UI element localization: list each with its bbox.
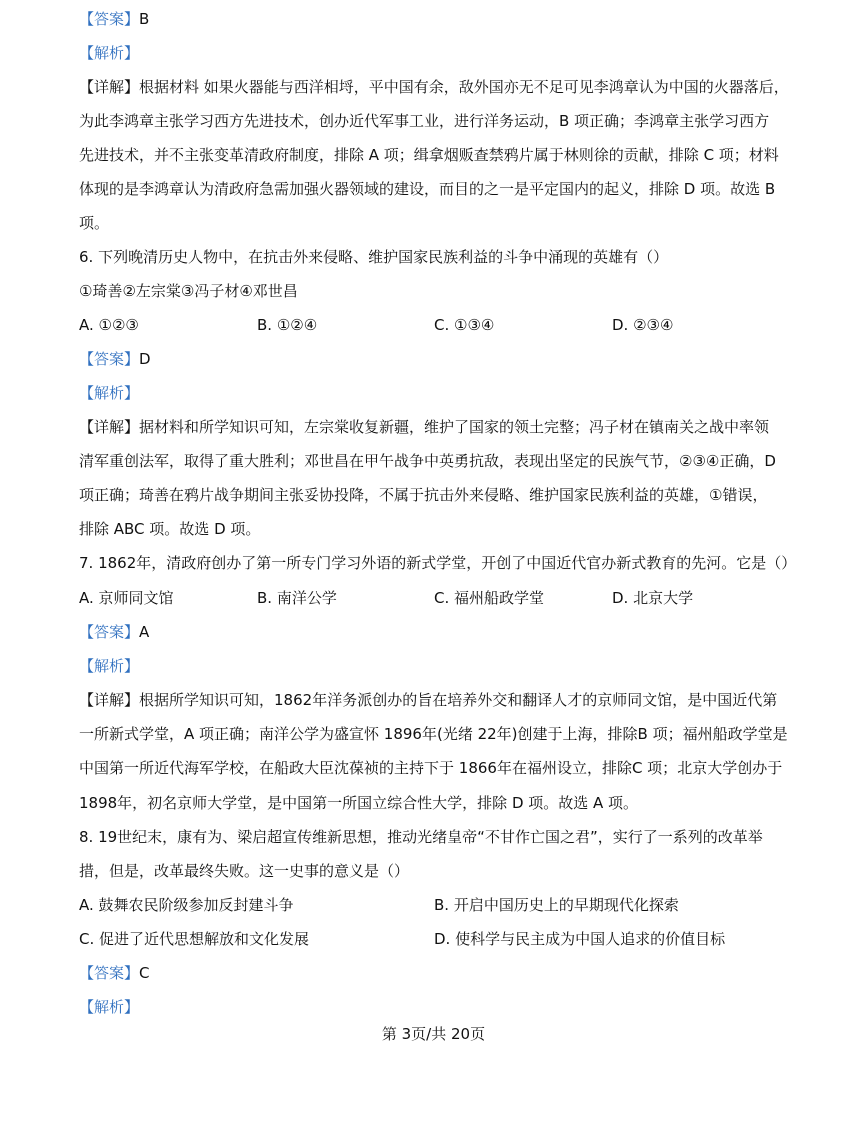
q8-answer: C bbox=[139, 964, 150, 982]
q8-option-b: B. 开启中国历史上的早期现代化探索 bbox=[434, 896, 679, 914]
q8-option-a: A. 鼓舞农民阶级参加反封建斗争 bbox=[79, 896, 294, 914]
q5-answer: B bbox=[139, 10, 150, 28]
q6-detail-line-4: 排除 ABC 项。故选 D 项。 bbox=[79, 520, 261, 538]
q7-detail-line-2: 一所新式学堂，A 项正确；南洋公学为盛宣怀 1896年(光绪 22年)创建于上海，排除B 项；福州船政学堂是 bbox=[79, 725, 788, 743]
q5-analysis-label: 【解析】 bbox=[79, 44, 140, 62]
q8-option-c: C. 促进了近代思想解放和文化发展 bbox=[79, 930, 310, 948]
q5-detail-line-3: 先进技术，并不主张变革清政府制度，排除 A 项；缉拿烟贩查禁鸦片属于林则徐的贡献，排除 C 项；材料 bbox=[79, 146, 779, 164]
q6-option-b: B. ①②④ bbox=[257, 316, 318, 334]
q7-option-d: D. 北京大学 bbox=[612, 589, 694, 607]
q6-option-a: A. ①②③ bbox=[79, 316, 139, 334]
q7-answer-line: 【答案】A bbox=[79, 623, 150, 641]
page-footer: 第 3页/共 20页 bbox=[381, 1025, 486, 1043]
q5-detail-line-2: 为此李鸿章主张学习西方先进技术，创办近代军事工业，进行洋务运动，B 项正确；李鸿章主张学习西方 bbox=[79, 112, 770, 130]
q6-items: ①琦善②左宗棠③冯子材④邓世昌 bbox=[79, 282, 298, 300]
q6-detail-line-2: 清军重创法军，取得了重大胜利；邓世昌在甲午战争中英勇抗敌，表现出坚定的民族气节，②③④正确，D bbox=[79, 452, 776, 470]
q6-answer: D bbox=[139, 350, 151, 368]
q6-stem: 6. 下列晚清历史人物中，在抗击外来侵略、维护国家民族利益的斗争中涌现的英雄有（） bbox=[79, 248, 669, 266]
q7-answer: A bbox=[139, 623, 150, 641]
q6-detail-line-3: 项正确；琦善在鸦片战争期间主张妥协投降，不属于抗击外来侵略、维护国家民族利益的英雄，①错误， bbox=[79, 486, 768, 504]
q5-answer-line bbox=[79, 9, 799, 29]
q5-detail-line-1: 【详解】根据材料 如果火器能与西洋相埒，平中国有余，敌外国亦无不足可见李鸿章认为中国的火器落后， bbox=[79, 78, 789, 96]
q7-stem: 7. 1862年，清政府创办了第一所专门学习外语的新式学堂，开创了中国近代官办新式教育的先河。它是（） bbox=[79, 554, 797, 572]
q8-answer-line: 【答案】C bbox=[79, 964, 150, 982]
q8-stem-line-1: 8. 19世纪末，康有为、梁启超宣传维新思想，推动光绪皇帝“不甘作亡国之君”，实行了一系列的改革举 bbox=[79, 828, 763, 846]
q7-detail-line-4: 1898年，初名京师大学堂，是中国第一所国立综合性大学，排除 D 项。故选 A 项。 bbox=[79, 794, 639, 812]
q6-option-d: D. ②③④ bbox=[612, 316, 674, 334]
q7-analysis-label: 【解析】 bbox=[79, 657, 140, 675]
q7-option-c: C. 福州船政学堂 bbox=[434, 589, 545, 607]
q8-analysis-label: 【解析】 bbox=[79, 998, 140, 1016]
detail-label: 【详解】 bbox=[79, 78, 140, 96]
q5-detail-line-5: 项。 bbox=[79, 214, 110, 232]
q8-option-d: D. 使科学与民主成为中国人追求的价值目标 bbox=[434, 930, 726, 948]
q6-answer-line: 【答案】D bbox=[79, 350, 151, 368]
q6-analysis-label: 【解析】 bbox=[79, 384, 140, 402]
q8-stem-line-2: 措，但是，改革最终失败。这一史事的意义是（） bbox=[79, 862, 410, 880]
q7-option-b: B. 南洋公学 bbox=[257, 589, 337, 607]
answer-label: 【答案】 bbox=[79, 10, 140, 28]
q5-detail-line-4: 体现的是李鸿章认为清政府急需加强火器领域的建设，而目的之一是平定国内的起义，排除 D 项。故选 B bbox=[79, 180, 776, 198]
q7-detail-line-1: 【详解】根据所学知识可知，1862年洋务派创办的旨在培养外交和翻译人才的京师同文馆，是中国近代第 bbox=[79, 691, 778, 709]
q6-option-c: C. ①③④ bbox=[434, 316, 495, 334]
q7-detail-line-3: 中国第一所近代海军学校，在船政大臣沈葆祯的主持下于 1866年在福州设立，排除C 项；北京大学创办于 bbox=[79, 759, 783, 777]
q6-detail-line-1: 【详解】据材料和所学知识可知，左宗棠收复新疆，维护了国家的领土完整；冯子材在镇南关之战中率领 bbox=[79, 418, 770, 436]
q7-option-a: A. 京师同文馆 bbox=[79, 589, 174, 607]
